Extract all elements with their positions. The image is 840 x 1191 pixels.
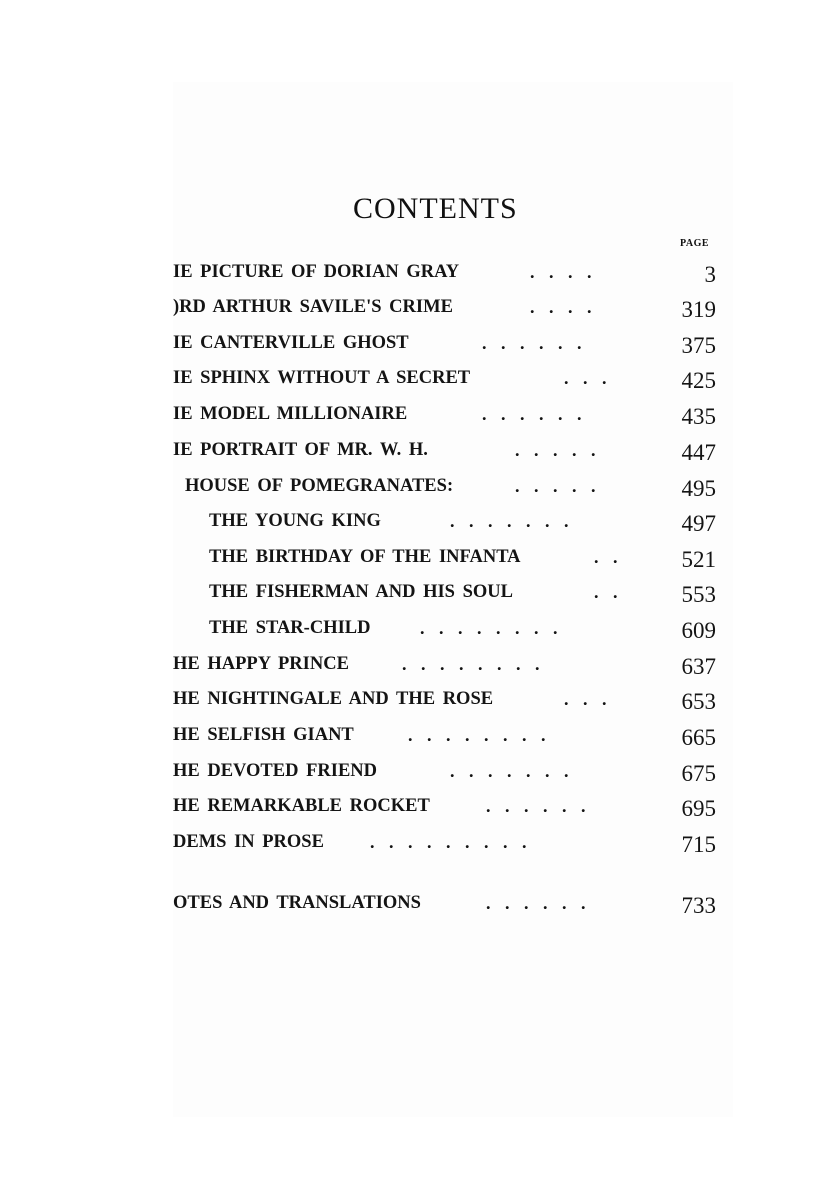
toc-entry [0,262,840,292]
toc-entry-title: THE STAR-CHILD [209,618,371,638]
toc-entry-page: 375 [681,333,716,358]
dot-leader: ......... [370,832,541,852]
toc-entry-title: HE HAPPY PRINCE [173,654,349,674]
dot-leader: ...... [482,404,596,424]
toc-entry-page: 609 [681,618,716,643]
toc-entry-title: OTES AND TRANSLATIONS [173,893,421,913]
toc-entry-title: IE PORTRAIT OF MR. W. H. [173,440,428,460]
dot-leader: ...... [482,333,596,353]
toc-entry-title: IE MODEL MILLIONAIRE [173,404,408,424]
dot-leader: .... [530,262,606,282]
toc-entry [0,511,840,541]
toc-entry-title: IE SPHINX WITHOUT A SECRET [173,368,471,388]
toc-entry-page: 497 [681,511,716,536]
dot-leader: ....... [450,761,583,781]
toc-entry [0,725,840,755]
toc-entry-page: 665 [681,725,716,750]
toc-entry-title: THE FISHERMAN AND HIS SOUL [209,582,513,602]
dot-leader: ..... [515,440,610,460]
toc-entry-page: 715 [681,832,716,857]
toc-entry [0,297,840,327]
toc-entry [0,832,840,862]
dot-leader: ........ [420,618,572,638]
toc-entry-page: 495 [681,476,716,501]
toc-entry [0,333,840,363]
toc-entry-page: 553 [681,582,716,607]
toc-entry [0,893,840,923]
dot-leader: ........ [408,725,560,745]
dot-leader: .. [594,547,632,567]
dot-leader: ...... [486,796,600,816]
toc-entry-page: 521 [681,547,716,572]
dot-leader: ... [564,368,621,388]
toc-entry [0,404,840,434]
page-column-label: PAGE [680,238,710,249]
dot-leader: .. [594,582,632,602]
toc-entry [0,547,840,577]
toc-entry [0,761,840,791]
toc-entry [0,476,840,506]
dot-leader: ...... [486,893,600,913]
toc-entry-title: HE NIGHTINGALE AND THE ROSE [173,689,494,709]
toc-entry-page: 425 [681,368,716,393]
toc-entry-page: 653 [681,689,716,714]
toc-entry-title: THE BIRTHDAY OF THE INFANTA [209,547,521,567]
toc-entry-title: )RD ARTHUR SAVILE'S CRIME [173,297,453,317]
toc-entry-title: IE CANTERVILLE GHOST [173,333,409,353]
toc-entry [0,440,840,470]
toc-entry-page: 447 [681,440,716,465]
toc-entry-page: 675 [681,761,716,786]
toc-entry [0,368,840,398]
toc-entry [0,582,840,612]
toc-entry-title: IE PICTURE OF DORIAN GRAY [173,262,460,282]
contents-heading: CONTENTS [353,192,518,225]
toc-entry-title: THE YOUNG KING [209,511,381,531]
toc-entry-title: HE SELFISH GIANT [173,725,354,745]
toc-entry-page: 637 [681,654,716,679]
dot-leader: ........ [402,654,554,674]
dot-leader: ... [564,689,621,709]
toc-entry-title: HOUSE OF POMEGRANATES: [185,476,454,496]
toc-entry-page: 3 [704,262,716,287]
dot-leader: ....... [450,511,583,531]
dot-leader: .... [530,297,606,317]
toc-entry-page: 319 [681,297,716,322]
dot-leader: ..... [515,476,610,496]
toc-entry [0,654,840,684]
toc-entry-title: HE DEVOTED FRIEND [173,761,378,781]
toc-entry [0,689,840,719]
toc-entry-page: 733 [681,893,716,918]
toc-entry [0,618,840,648]
toc-entry-page: 435 [681,404,716,429]
toc-entry [0,796,840,826]
toc-entry-title: DEMS IN PROSE [173,832,324,852]
toc-entry-page: 695 [681,796,716,821]
toc-entry-title: HE REMARKABLE ROCKET [173,796,430,816]
